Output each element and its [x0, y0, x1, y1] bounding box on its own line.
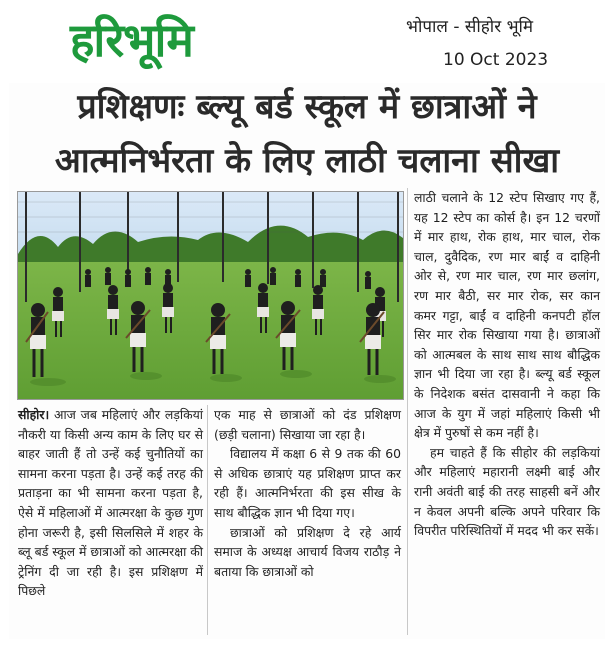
paragraph: छात्राओं को प्रशिक्षण दे रहे आर्य समाज के अध्यक्ष आचार्य विजय राठौड़ ने बताया कि छात्राओं को: [214, 524, 401, 579]
column-divider: [407, 188, 408, 635]
training-photo-graphic: [18, 192, 403, 399]
article-column-middle: [214, 405, 401, 581]
headline-line-1: प्रशिक्षणः ब्ल्यू बर्ड स्कूल में छात्राओं ने: [77, 87, 537, 127]
paragraph: [18, 405, 203, 601]
publication-date: 10 Oct 2023: [443, 50, 549, 70]
paragraph: हम चाहते हैं कि सीहोर की लड़कियां और महिलाएं महारानी लक्ष्मी बाई और रानी अवंती बाई की तरह साहसी बनें और न केवल अपनी बल्कि अपने परिवार कि विपरीत परिस्थितियों में मदद भी कर सकें।: [414, 444, 600, 539]
paragraph-text: आज जब महिलाएं और लड़कियां नौकरी या किसी अन्य काम के लिए घर से बाहर जाती हैं तो उन्हें कई चुनौतियों का सामना करना पड़ता है। उन्हें कई तरह की प्रताड़ना का भी सामना करना पड़ता है, ऐसे में महिलाओं में आत्मरक्षा के कुछ गुण होना जरूरी है, इसी सिलसिले में शहर के ब्लू बर्ड स्कूल में छात्राओं को आत्मरक्षा की ट्रेनिंग दी जा रही है। इस प्रशिक्षण में पिछले: [18, 407, 203, 599]
paragraph: एक माह से छात्राओं को दंड प्रशिक्षण (छड़ी चलाना) सिखाया जा रहा है।: [214, 407, 401, 442]
dateline: सीहोर।: [18, 407, 50, 422]
edition-label: भोपाल - सीहोर भूमि: [406, 17, 534, 37]
news-clipping: [9, 83, 605, 639]
article-column-left: [18, 405, 203, 601]
masthead: [0, 0, 610, 78]
training-photo: [17, 191, 404, 400]
paragraph: लाठी चलाने के 12 स्टेप सिखाए गए हैं, यह 12 स्टेप का कोर्स है। इन 12 चरणों में मार हाथ, रोक हाथ, मार चाल, रोक चाल, दुवैदिक, रण मार बाईं व दाहिनी ओर से, रण मार चाल, रण मार छलांग, रण मार बैठी, सर मार रोक, सर कान कमर गट्टा, बाईं व दाहिनी कनपटी हॉल सिर मार रोक सिखाया गया है। छात्राओं को आत्मबल के साथ साथ साथ बौद्धिक ज्ञान भी दिया जा रहा है। ब्ल्यू बर्ड स्कूल के निदेशक बसंत दासवानी ने कहा कि आज के युग में जहां महिलाएं किसी भी क्षेत्र में पुरुषों से कम नहीं है।: [414, 190, 600, 441]
paragraph: विद्यालय में कक्षा 6 से 9 तक की 60 से अधिक छात्राएं यह प्रशिक्षण प्राप्त कर रही हैं। आत्मनिर्भरता की इस सीख के साथ बौद्धिक ज्ञान भी दिया गए।: [214, 446, 401, 520]
headline-line-2: आत्मनिर्भरता के लिए लाठी चलाना सीखा: [54, 141, 560, 181]
column-divider: [207, 405, 208, 635]
article-column-right: [414, 188, 600, 541]
newspaper-logo: हरिभूमि: [70, 13, 193, 67]
